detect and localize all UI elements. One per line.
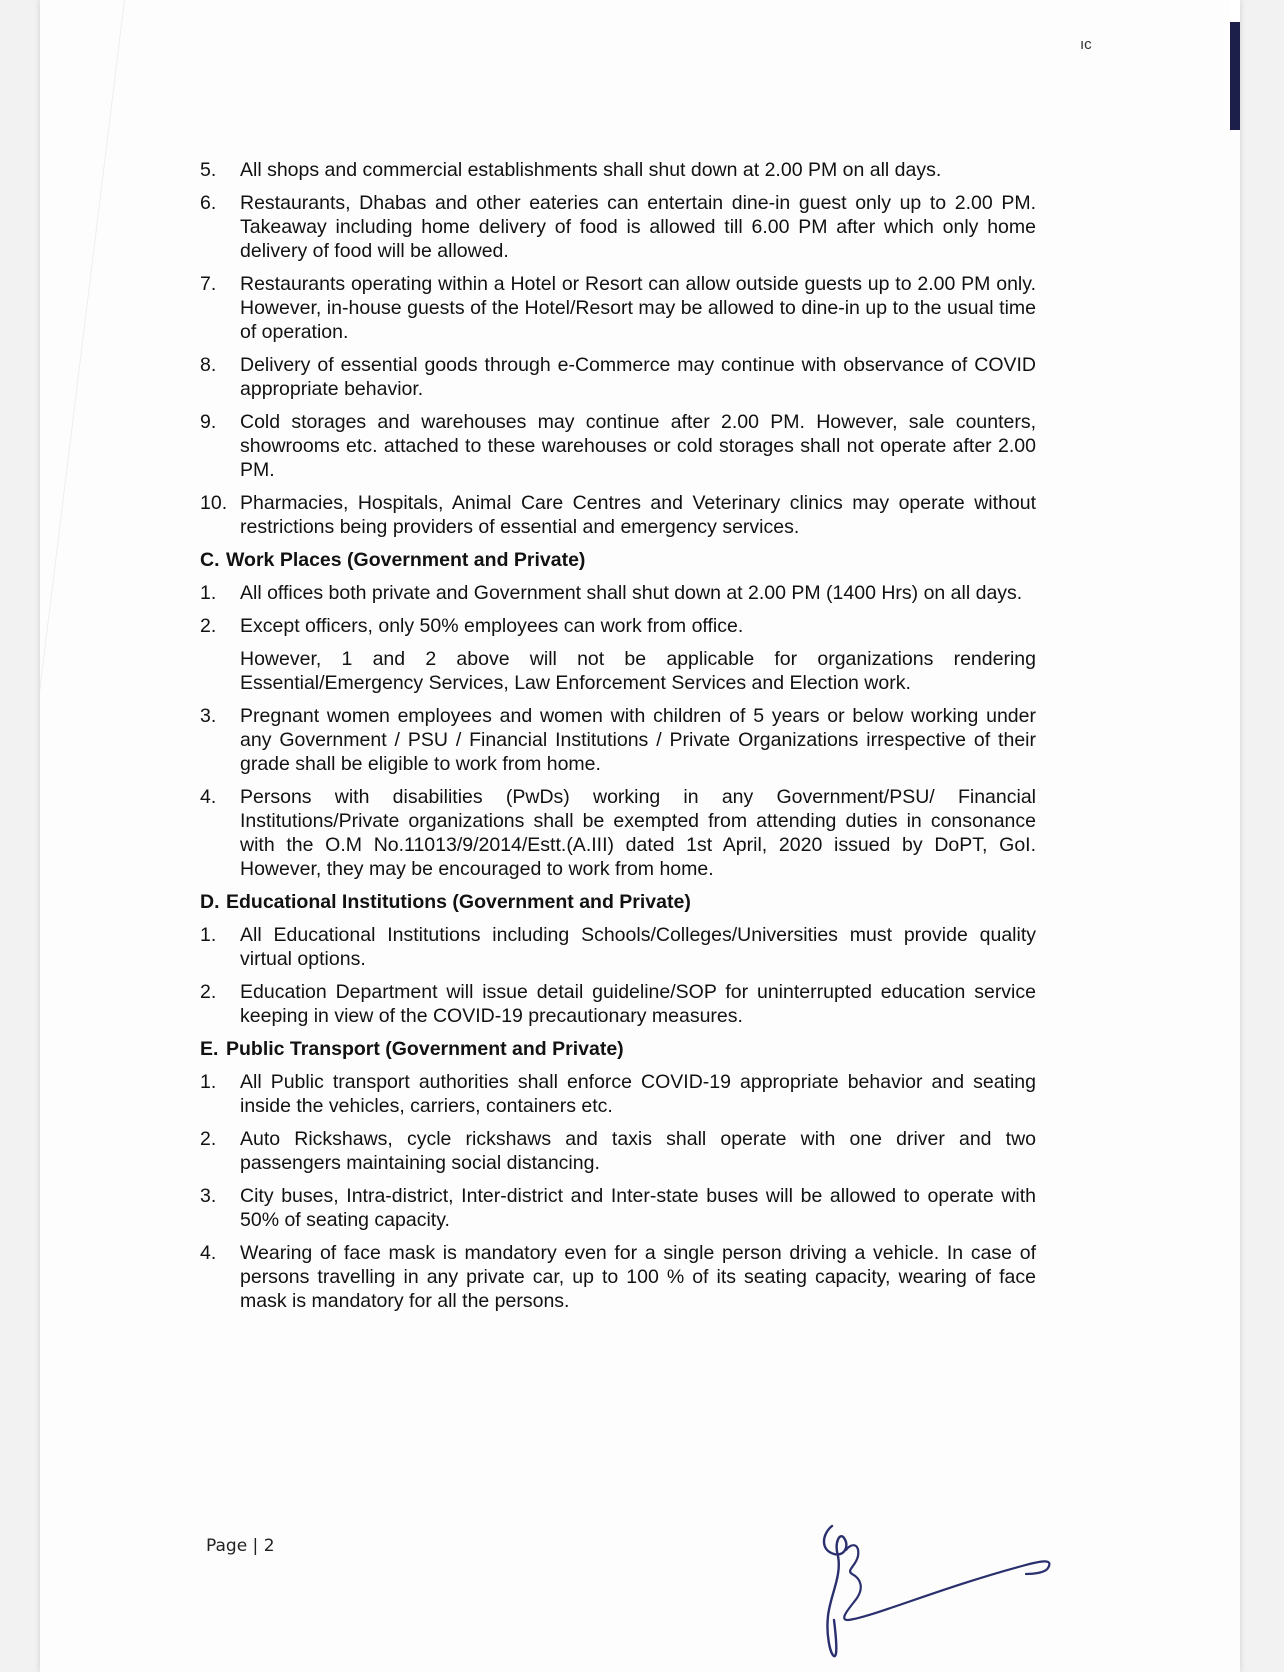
item-text: Cold storages and warehouses may continue after 2.00 PM. However, sale counters, showrooms etc. attached to these warehouses or cold storages shall not operate after 2.00 PM. [240, 411, 1036, 481]
document-content [200, 158, 1036, 1322]
item-text: All Public transport authorities shall enforce COVID-19 appropriate behavior and seating inside the vehicles, carriers, containers etc. [240, 1071, 1036, 1117]
item-number: 3. [200, 705, 217, 727]
item-number: 1. [200, 582, 217, 604]
scan-margin-line [40, 0, 125, 1672]
item-number: 3. [200, 1185, 217, 1207]
item-number: 5. [200, 159, 217, 181]
list-item [200, 410, 1036, 482]
item-number: 9. [200, 411, 217, 433]
item-text: Delivery of essential goods through e-Commerce may continue with observance of COVID appropriate behavior. [240, 354, 1036, 400]
item-number: 10. [200, 492, 228, 514]
page-number: Page | 2 [206, 1536, 275, 1556]
section-c-list [200, 581, 1036, 881]
section-d-list [200, 923, 1036, 1028]
section-title: Work Places (Government and Private) [226, 549, 586, 571]
item-text: City buses, Intra-district, Inter-district and Inter-state buses will be allowed to operate with 50% of seating capacity. [240, 1185, 1036, 1231]
item-number: 1. [200, 924, 217, 946]
item-number: 6. [200, 192, 217, 214]
item-text: Wearing of face mask is mandatory even for a single person driving a vehicle. In case of persons travelling in any private car, up to 100 % of its seating capacity, wearing of face mask is mandatory for all the persons. [240, 1242, 1036, 1312]
list-item [200, 1070, 1036, 1118]
list-item [200, 581, 1036, 605]
item-number: 2. [200, 1128, 217, 1150]
section-b-list [200, 158, 1036, 539]
item-number: 7. [200, 273, 217, 295]
item-text: All shops and commercial establishments shall shut down at 2.00 PM on all days. [240, 159, 942, 181]
section-e-list [200, 1070, 1036, 1313]
item-number: 4. [200, 1242, 217, 1264]
list-item [200, 704, 1036, 776]
list-item [200, 491, 1036, 539]
list-item [200, 785, 1036, 881]
binder-strip-top [1230, 0, 1240, 22]
section-c-heading [200, 548, 1036, 572]
corner-mark: ıc [1080, 36, 1092, 53]
item-text: Restaurants operating within a Hotel or Resort can allow outside guests up to 2.00 PM only. However, in-house guests of the Hotel/Resort may be allowed to dine-in up to the usual time of operation. [240, 273, 1036, 343]
section-letter: E. [200, 1038, 219, 1060]
list-item [200, 353, 1036, 401]
section-title: Public Transport (Government and Private) [226, 1038, 624, 1060]
list-item [200, 980, 1036, 1028]
item-text: All Educational Institutions including Schools/Colleges/Universities must provide quality virtual options. [240, 924, 1036, 970]
item-number: 2. [200, 981, 217, 1003]
item-number: 8. [200, 354, 217, 376]
list-item [200, 158, 1036, 182]
list-item [200, 1241, 1036, 1313]
item-text: Restaurants, Dhabas and other eateries can entertain dine-in guest only up to 2.00 PM. Takeaway including home delivery of food is allowed till 6.00 PM after which only home delivery of food will be allowed. [240, 192, 1036, 262]
section-letter: D. [200, 891, 220, 913]
item-text: Auto Rickshaws, cycle rickshaws and taxis shall operate with one driver and two passengers maintaining social distancing. [240, 1128, 1036, 1174]
item-text: Except officers, only 50% employees can work from office. [240, 615, 744, 637]
signature-image [800, 1516, 1100, 1666]
item-number: 4. [200, 786, 217, 808]
item-text: Pregnant women employees and women with children of 5 years or below working under any Government / PSU / Financial Institutions / Private Organizations irrespective of their grade shall be eligible to work from home. [240, 705, 1036, 775]
list-item [200, 614, 1036, 638]
section-c-note: However, 1 and 2 above will not be applicable for organizations rendering Essential/Emergency Services, Law Enforcement Services and Election work. [240, 648, 1036, 694]
section-e-heading [200, 1037, 1036, 1061]
list-item [200, 191, 1036, 263]
item-text: Pharmacies, Hospitals, Animal Care Centres and Veterinary clinics may operate without restrictions being providers of essential and emergency services. [240, 492, 1036, 538]
section-letter: C. [200, 549, 220, 571]
list-item [200, 1184, 1036, 1232]
item-text: Persons with disabilities (PwDs) working in any Government/PSU/ Financial Institutions/Private organizations shall be exempted from attending duties in consonance with the O.M No.11013/9/2014/Estt.(A.III) dated 1st April, 2020 issued by DoPT, GoI. However, they may be encouraged to work from home. [240, 786, 1036, 880]
item-text: All offices both private and Government shall shut down at 2.00 PM (1400 Hrs) on all days. [240, 582, 1023, 604]
list-item [200, 272, 1036, 344]
item-text: Education Department will issue detail guideline/SOP for uninterrupted education service keeping in view of the COVID-19 precautionary measures. [240, 981, 1036, 1027]
item-number: 1. [200, 1071, 217, 1093]
list-item [200, 1127, 1036, 1175]
list-item [200, 923, 1036, 971]
section-title: Educational Institutions (Government and Private) [226, 891, 691, 913]
section-d-heading [200, 890, 1036, 914]
item-number: 2. [200, 615, 217, 637]
